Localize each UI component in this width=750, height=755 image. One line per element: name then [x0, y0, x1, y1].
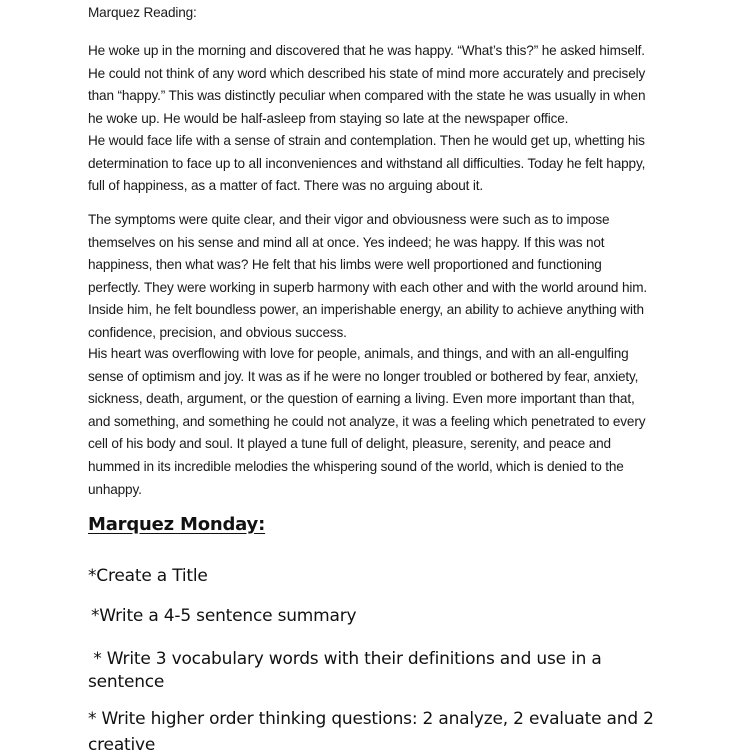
task-item-vocabulary-cont: sentence [88, 672, 165, 692]
task-item-vocabulary: * Write 3 vocabulary words with their definitions and use in a [88, 649, 602, 669]
text-line: He woke up in the morning and discovered that he was happy. “What’s this?” he asked himself. [88, 43, 645, 58]
task-item-questions-cont: creative [88, 735, 156, 755]
text-line: he woke up. He would be half-asleep from staying so late at the newspaper office. [88, 110, 569, 126]
text-line: Inside him, he felt boundless power, an imperishable energy, an ability to achieve anything with [88, 302, 644, 318]
text-line: happiness, then what was? He felt that his limbs were well proportioned and functioning [88, 257, 602, 273]
text-line: He could not think of any word which described his state of mind more accurately and precisely [88, 65, 646, 81]
text-line: sickness, death, argument, or the question of earning a living. Even more important than that, [88, 391, 635, 407]
tasks-heading: Marquez Monday: [88, 514, 266, 535]
text-line: confidence, precision, and obvious success. [88, 324, 347, 340]
reading-heading: Marquez Reading: [88, 5, 197, 20]
paragraph-3 [88, 209, 688, 345]
text-line: perfectly. They were working in superb harmony with each other and with the world around him. [88, 279, 648, 295]
text-line: than “happy.” This was distinctly peculiar when compared with the state he was usually in when [88, 88, 646, 104]
text-line: cell of his body and soul. It played a tune full of delight, pleasure, serenity, and peace and [88, 436, 611, 452]
paragraph-1 [88, 40, 688, 130]
text-line: full of happiness, as a matter of fact. There was no arguing about it. [88, 178, 484, 194]
text-line: The symptoms were quite clear, and their vigor and obviousness were such as to impose [88, 212, 610, 227]
paragraph-4 [88, 343, 688, 501]
text-line: unhappy. [88, 481, 142, 497]
text-line: hummed in its incredible melodies the whispering sound of the world, which is denied to the [88, 458, 624, 474]
task-item-summary: *Write a 4-5 sentence summary [91, 606, 357, 626]
task-item-title: *Create a Title [88, 566, 208, 586]
text-line: He would face life with a sense of strain and contemplation. Then he would get up, whetting his [88, 133, 645, 148]
text-line: themselves on his sense and mind all at once. Yes indeed; he was happy. If this was not [88, 234, 605, 250]
text-line: determination to face up to all inconveniences and withstand all difficulties. Today he felt happy, [88, 155, 646, 171]
text-line: sense of optimism and joy. It was as if he were no longer troubled or bothered by fear, anxiety, [88, 368, 639, 384]
paragraph-2 [88, 130, 688, 198]
text-line: His heart was overflowing with love for people, animals, and things, and with an all-engulfing [88, 346, 629, 361]
text-line: and something, and something he could not analyze, it was a feeling which penetrated to every [88, 413, 646, 429]
task-item-questions: * Write higher order thinking questions: 2 analyze, 2 evaluate and 2 [88, 709, 654, 729]
